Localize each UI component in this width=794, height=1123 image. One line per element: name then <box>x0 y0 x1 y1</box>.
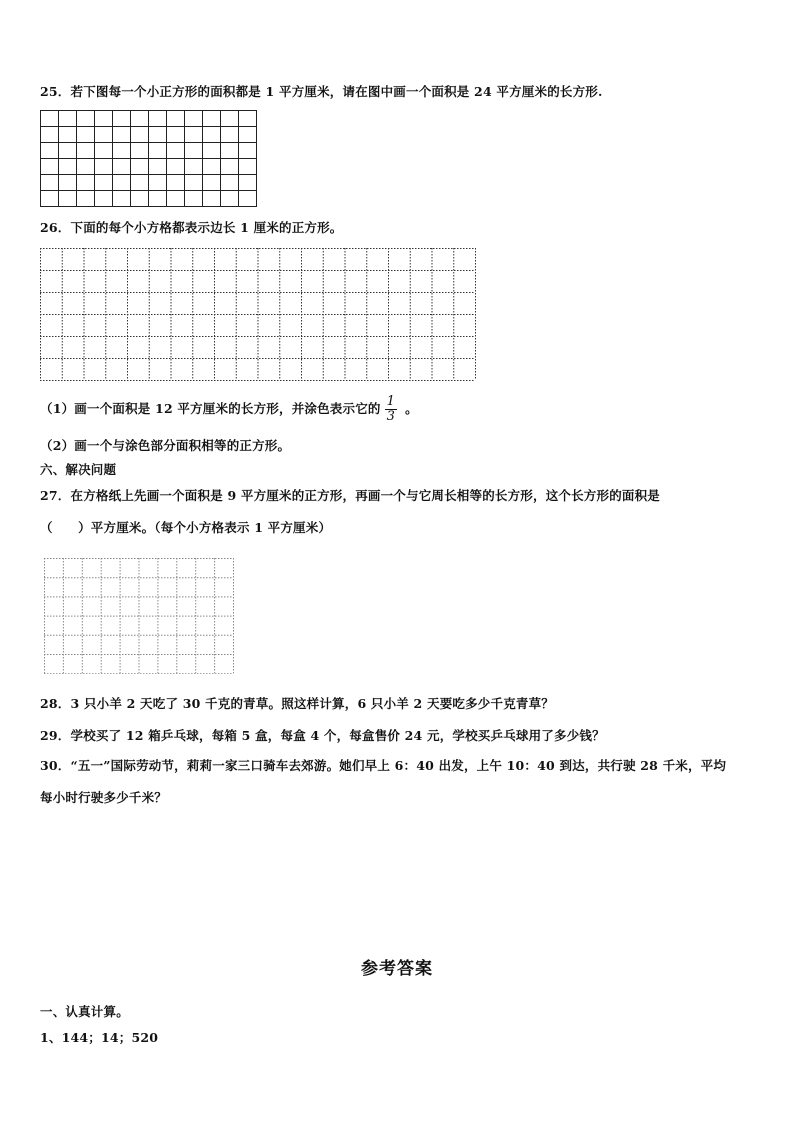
dotted-grid-q27 <box>44 558 234 674</box>
question-26-part-1 <box>40 394 418 424</box>
answer-key-title: 参考答案 <box>361 959 433 979</box>
question-26: 26．下面的每个小方格都表示边长 1 厘米的正方形。 <box>40 220 343 235</box>
question-30-line-1: 30．“五一”国际劳动节，莉莉一家三口骑车去郊游。她们早上 6：40 出发，上午 10：40 到达，共行驶 28 千米，平均 <box>40 758 727 773</box>
fraction-denominator: 3 <box>386 409 396 424</box>
section-6-title: 六、解决问题 <box>40 462 117 477</box>
fraction-numerator: 1 <box>386 394 396 409</box>
answer-1: 1、144；14；520 <box>40 1030 159 1045</box>
fraction-one-third <box>385 395 397 424</box>
question-29: 29．学校买了 12 箱乒乓球，每箱 5 盒，每盒 4 个，每盒售价 24 元，学校买乒乓球用了多少钱？ <box>40 728 605 743</box>
question-25: 25．若下图每一个小正方形的面积都是 1 平方厘米，请在图中画一个面积是 24 平方厘米的长方形. <box>40 84 603 99</box>
square-grid-q25 <box>40 110 257 207</box>
answer-section-1: 一、认真计算。 <box>40 1004 129 1019</box>
part-1-end: 。 <box>405 401 418 416</box>
part-1-text: （1）画一个面积是 12 平方厘米的长方形，并涂色表示它的 <box>40 401 381 416</box>
question-30-line-2: 每小时行驶多少千米？ <box>40 790 168 805</box>
question-26-part-2: （2）画一个与涂色部分面积相等的正方形。 <box>40 438 291 453</box>
question-28: 28．3 只小羊 2 天吃了 30 千克的青草。照这样计算，6 只小羊 2 天要吃多少千克青草？ <box>40 696 554 711</box>
dotted-grid-q26 <box>40 248 476 381</box>
question-27-line-1: 27．在方格纸上先画一个面积是 9 平方厘米的正方形，再画一个与它周长相等的长方形，这个长方形的面积是 <box>40 488 660 503</box>
question-27-line-2: （ ）平方厘米。（每个小方格表示 1 平方厘米） <box>40 520 332 535</box>
